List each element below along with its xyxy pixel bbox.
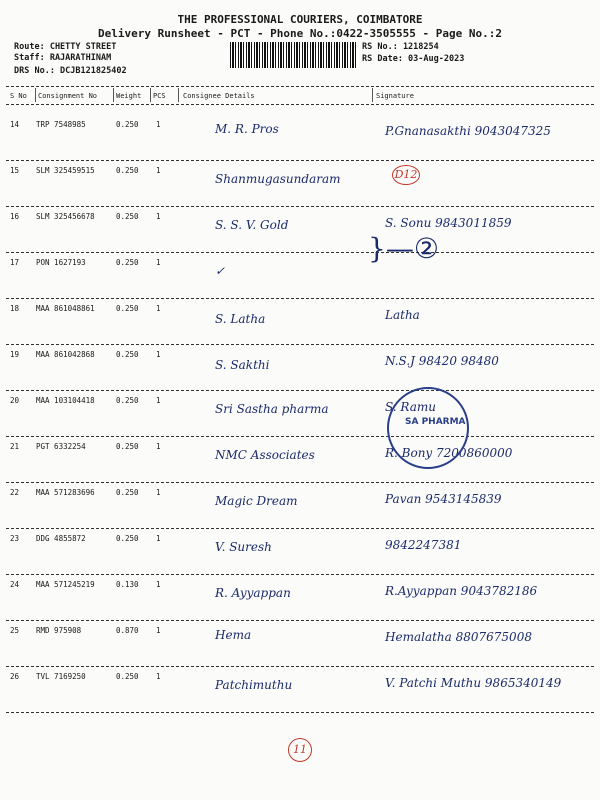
col-header-signature: Signature — [376, 92, 414, 100]
row-pcs: 1 — [156, 304, 161, 313]
row-weight: 0.250 — [116, 672, 139, 681]
column-divider — [372, 88, 373, 102]
row-signature: R.Ayyappan 9043782186 — [385, 584, 538, 598]
col-header-consignee: Consignee Details — [183, 92, 255, 100]
row-consignee: M. R. Pros — [215, 122, 279, 136]
row-signature: Latha — [385, 308, 420, 322]
row-consignee: S. Latha — [215, 312, 266, 326]
row-weight: 0.250 — [116, 212, 139, 221]
row-consignment-no: RMD 975908 — [36, 626, 82, 635]
company-stamp — [387, 387, 469, 469]
row-divider — [6, 482, 594, 483]
column-divider — [113, 88, 114, 102]
row-signature: N.S.J 98420 98480 — [385, 354, 499, 368]
row-sno: 18 — [10, 304, 20, 313]
row-weight: 0.250 — [116, 166, 139, 175]
row-consignment-no: TVL 7169250 — [36, 672, 86, 681]
row-divider — [6, 206, 594, 207]
row-divider — [6, 160, 594, 161]
row-divider — [6, 528, 594, 529]
bracket-mark: }—② — [368, 232, 439, 265]
row-divider — [6, 574, 594, 575]
row-consignee: ✓ — [215, 264, 226, 278]
row-sno: 21 — [10, 442, 20, 451]
row-divider — [6, 666, 594, 667]
row-consignee: Patchimuthu — [215, 678, 293, 692]
row-weight: 0.250 — [116, 304, 139, 313]
row-pcs: 1 — [156, 488, 161, 497]
row-pcs: 1 — [156, 672, 161, 681]
row-weight: 0.130 — [116, 580, 139, 589]
row-signature: Pavan 9543145839 — [385, 492, 502, 506]
row-consignee: V. Suresh — [215, 540, 272, 554]
row-consignment-no: MAA 861048861 — [36, 304, 95, 313]
row-consignment-no: MAA 571245219 — [36, 580, 95, 589]
row-pcs: 1 — [156, 350, 161, 359]
row-signature: V. Patchi Muthu 9865340149 — [385, 676, 562, 690]
row-consignment-no: MAA 861042868 — [36, 350, 95, 359]
row-sno: 26 — [10, 672, 20, 681]
row-pcs: 1 — [156, 442, 161, 451]
column-divider — [150, 88, 151, 102]
row-consignee: S. S. V. Gold — [215, 218, 289, 232]
row-pcs: 1 — [156, 396, 161, 405]
company-title: THE PROFESSIONAL COURIERS, COIMBATORE — [177, 13, 423, 26]
row-divider — [6, 298, 594, 299]
row-weight: 0.250 — [116, 258, 139, 267]
row-pcs: 1 — [156, 626, 161, 635]
route: Route: CHETTY STREET — [14, 42, 117, 52]
row-consignee: Magic Dream — [215, 494, 298, 508]
row-sno: 20 — [10, 396, 20, 405]
col-header-consignment: Consignment No — [38, 92, 98, 100]
row-consignment-no: PGT 6332254 — [36, 442, 86, 451]
rs-date: RS Date: 03-Aug-2023 — [362, 54, 465, 64]
row-weight: 0.870 — [116, 626, 139, 635]
col-header-sno: S No — [10, 92, 27, 100]
row-sno: 16 — [10, 212, 20, 221]
row-divider — [6, 620, 594, 621]
row-consignment-no: MAA 103104418 — [36, 396, 95, 405]
row-sno: 15 — [10, 166, 20, 175]
runsheet-subtitle: Delivery Runsheet - PCT - Phone No.:0422-3505555 - Page No.:2 — [98, 27, 502, 40]
col-header-pcs: PCS — [153, 92, 166, 100]
rs-number: RS No.: 1218254 — [362, 42, 439, 52]
row-weight: 0.250 — [116, 488, 139, 497]
red-circle-page-mark: 11 — [288, 738, 312, 762]
staff: Staff: RAJARATHINAM — [14, 53, 112, 63]
row-sno: 23 — [10, 534, 20, 543]
row-sno: 24 — [10, 580, 20, 589]
row-consignment-no: SLM 325459515 — [36, 166, 95, 175]
row-consignee: R. Ayyappan — [215, 586, 291, 600]
row-consignee: NMC Associates — [215, 448, 315, 462]
col-header-weight: Weight — [116, 92, 142, 100]
row-sno: 17 — [10, 258, 20, 267]
header-rule-bottom — [6, 104, 594, 105]
drs-number: DRS No.: DCJB121825402 — [14, 66, 127, 76]
row-divider — [6, 712, 594, 713]
row-sno: 25 — [10, 626, 20, 635]
row-signature: S. Sonu 9843011859 — [385, 216, 512, 230]
row-signature: P.Gnanasakthi 9043047325 — [385, 124, 551, 138]
row-pcs: 1 — [156, 212, 161, 221]
row-consignment-no: DDG 4855872 — [36, 534, 86, 543]
row-consignment-no: PON 1627193 — [36, 258, 86, 267]
row-weight: 0.250 — [116, 534, 139, 543]
row-consignment-no: TRP 7548985 — [36, 120, 86, 129]
row-sno: 22 — [10, 488, 20, 497]
row-consignment-no: MAA 571283696 — [36, 488, 95, 497]
row-weight: 0.250 — [116, 396, 139, 405]
row-consignee: S. Sakthi — [215, 358, 270, 372]
row-consignment-no: SLM 325456678 — [36, 212, 95, 221]
row-sno: 19 — [10, 350, 20, 359]
row-weight: 0.250 — [116, 120, 139, 129]
red-circle-mark: D12 — [392, 165, 420, 185]
row-consignee: Hema — [215, 628, 252, 642]
row-pcs: 1 — [156, 258, 161, 267]
row-signature: S. Ramu — [385, 400, 436, 414]
row-weight: 0.250 — [116, 442, 139, 451]
row-consignee: Shanmugasundaram — [215, 172, 341, 186]
column-divider — [35, 88, 36, 102]
column-divider — [178, 88, 179, 102]
barcode — [230, 42, 358, 68]
row-pcs: 1 — [156, 166, 161, 175]
row-signature: R. Bony 7200860000 — [385, 446, 513, 460]
stamp-text: SA PHARMA — [405, 417, 466, 427]
row-divider — [6, 252, 594, 253]
row-pcs: 1 — [156, 580, 161, 589]
header-rule-top — [6, 86, 594, 87]
row-pcs: 1 — [156, 120, 161, 129]
row-divider — [6, 390, 594, 391]
row-consignee: Sri Sastha pharma — [215, 402, 329, 416]
row-signature: Hemalatha 8807675008 — [385, 630, 532, 644]
row-signature: 9842247381 — [385, 538, 462, 552]
row-divider — [6, 436, 594, 437]
row-pcs: 1 — [156, 534, 161, 543]
row-divider — [6, 344, 594, 345]
row-weight: 0.250 — [116, 350, 139, 359]
row-sno: 14 — [10, 120, 20, 129]
